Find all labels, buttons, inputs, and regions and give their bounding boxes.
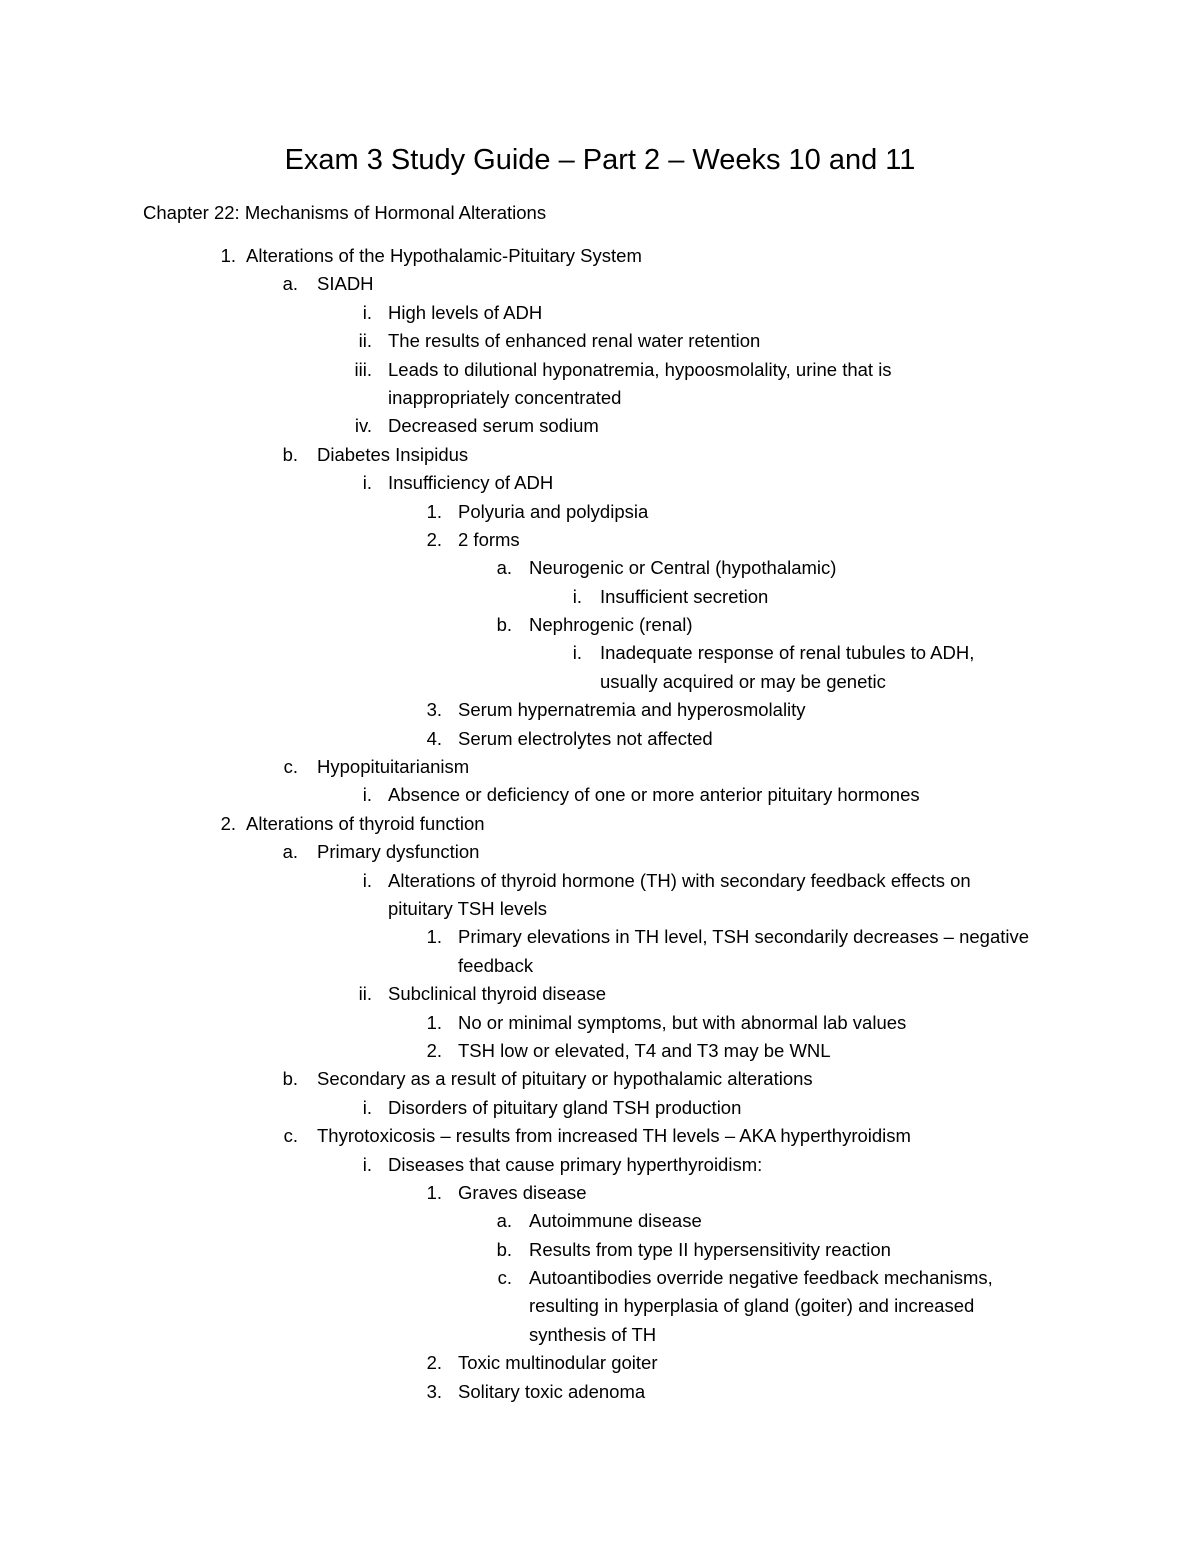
outline-item-text: Alterations of thyroid hormone (TH) with secondary feedback effects on: [388, 869, 971, 891]
list-marker: 3.: [426, 1380, 442, 1402]
list-marker: ii.: [358, 330, 372, 352]
outline-item: [0, 838, 1200, 866]
outline-item-text: Leads to dilutional hyponatremia, hypoosmolality, urine that is: [388, 358, 892, 380]
outline-item-text: Primary dysfunction: [317, 841, 480, 863]
outline-item-text: Serum hypernatremia and hyperosmolality: [458, 699, 806, 721]
outline-item: [0, 384, 1200, 412]
outline-item: [0, 270, 1200, 298]
outline-item-text: Diseases that cause primary hyperthyroidism:: [388, 1153, 763, 1175]
outline-item: [0, 980, 1200, 1008]
outline-item: [0, 753, 1200, 781]
list-marker: a.: [282, 273, 298, 295]
outline-item: [0, 356, 1200, 384]
list-marker: i.: [362, 869, 372, 891]
outline-item: [0, 242, 1200, 270]
outline-item-text: inappropriately concentrated: [388, 386, 622, 408]
outline-item: [0, 923, 1200, 951]
list-marker: 2.: [426, 528, 442, 550]
outline-item: [0, 952, 1200, 980]
list-marker: 4.: [426, 727, 442, 749]
outline-item: [0, 1179, 1200, 1207]
outline-item: [0, 1236, 1200, 1264]
outline-item-text: Secondary as a result of pituitary or hypothalamic alterations: [317, 1068, 813, 1090]
outline-item-text: High levels of ADH: [388, 301, 543, 323]
outline-item: [0, 725, 1200, 753]
list-marker: i.: [362, 301, 372, 323]
outline-item-text: Alterations of thyroid function: [246, 812, 485, 834]
list-marker: 2.: [426, 1039, 442, 1061]
outline-item-text: Solitary toxic adenoma: [458, 1380, 646, 1402]
list-marker: b.: [496, 614, 512, 636]
list-marker: i.: [362, 1153, 372, 1175]
outline-item: [0, 810, 1200, 838]
list-marker: c.: [497, 1267, 512, 1289]
list-marker: b.: [282, 1068, 298, 1090]
outline-item-text: The results of enhanced renal water retention: [388, 330, 761, 352]
list-marker: i.: [362, 784, 372, 806]
outline-item: [0, 867, 1200, 895]
outline-item-text: No or minimal symptoms, but with abnormal lab values: [458, 1011, 907, 1033]
list-marker: 1.: [426, 500, 442, 522]
outline-item-text: Disorders of pituitary gland TSH production: [388, 1096, 742, 1118]
outline-item: [0, 526, 1200, 554]
outline-item-text: usually acquired or may be genetic: [600, 670, 886, 692]
outline-item-text: Hypopituitarianism: [317, 756, 470, 778]
outline-item-text: Subclinical thyroid disease: [388, 983, 607, 1005]
outline-item: [0, 1264, 1200, 1292]
outline-item: [0, 1094, 1200, 1122]
list-marker: i.: [362, 472, 372, 494]
outline-item-text: Absence or deficiency of one or more anterior pituitary hormones: [388, 784, 920, 806]
outline-item-text: Toxic multinodular goiter: [458, 1352, 658, 1374]
outline-item: [0, 1378, 1200, 1406]
outline-item: [0, 1065, 1200, 1093]
chapter-heading: Chapter 22: Mechanisms of Hormonal Alterations: [143, 202, 547, 223]
outline-item-text: Insufficiency of ADH: [388, 472, 554, 494]
document-title: Exam 3 Study Guide – Part 2 – Weeks 10 and 11: [284, 144, 916, 176]
list-marker: i.: [572, 585, 582, 607]
outline-item: [0, 412, 1200, 440]
outline-item: [0, 639, 1200, 667]
outline-item: [0, 327, 1200, 355]
outline-item-text: Thyrotoxicosis – results from increased TH levels – AKA hyperthyroidism: [317, 1125, 911, 1147]
list-marker: ii.: [358, 983, 372, 1005]
outline-item: [0, 498, 1200, 526]
outline-item: [0, 1349, 1200, 1377]
outline-item: [0, 781, 1200, 809]
outline-item-text: Polyuria and polydipsia: [458, 500, 649, 522]
study-guide-outline: [0, 242, 1200, 1406]
list-marker: c.: [283, 756, 298, 778]
outline-item-text: SIADH: [317, 273, 374, 295]
outline-item-text: Alterations of the Hypothalamic-Pituitary System: [246, 245, 642, 266]
outline-item: [0, 1122, 1200, 1150]
outline-item-text: resulting in hyperplasia of gland (goiter) and increased: [529, 1295, 975, 1317]
outline-item: [0, 1207, 1200, 1235]
outline-item-text: Diabetes Insipidus: [317, 443, 469, 465]
outline-item: [0, 1009, 1200, 1037]
outline-item: [0, 554, 1200, 582]
outline-item: [0, 1292, 1200, 1320]
outline-item-text: Serum electrolytes not affected: [458, 727, 713, 749]
list-marker: 1.: [220, 245, 236, 266]
outline-item-text: Neurogenic or Central (hypothalamic): [529, 557, 837, 579]
outline-item: [0, 1037, 1200, 1065]
list-marker: 1.: [426, 1181, 442, 1203]
list-marker: 3.: [426, 699, 442, 721]
outline-item: [0, 441, 1200, 469]
list-marker: 1.: [426, 1011, 442, 1033]
outline-item-text: Graves disease: [458, 1181, 587, 1203]
outline-item: [0, 583, 1200, 611]
list-marker: iv.: [354, 415, 372, 437]
list-marker: b.: [496, 1238, 512, 1260]
outline-item: [0, 1151, 1200, 1179]
outline-item: [0, 668, 1200, 696]
outline-item: [0, 895, 1200, 923]
outline-item-text: Results from type II hypersensitivity reaction: [529, 1238, 891, 1260]
outline-item-text: Insufficient secretion: [600, 585, 769, 607]
outline-item-text: 2 forms: [458, 528, 520, 550]
list-marker: b.: [282, 443, 298, 465]
outline-item-text: TSH low or elevated, T4 and T3 may be WNL: [458, 1039, 831, 1061]
outline-item-text: pituitary TSH levels: [388, 897, 548, 919]
outline-item-text: Nephrogenic (renal): [529, 614, 693, 636]
list-marker: a.: [496, 1210, 512, 1232]
outline-item: [0, 469, 1200, 497]
outline-item: [0, 299, 1200, 327]
outline-item-text: Decreased serum sodium: [388, 415, 599, 437]
list-marker: i.: [572, 642, 582, 664]
outline-item: [0, 1321, 1200, 1349]
outline-item-text: Autoimmune disease: [529, 1210, 702, 1232]
outline-item-text: Autoantibodies override negative feedback mechanisms,: [529, 1267, 993, 1289]
list-marker: i.: [362, 1096, 372, 1118]
outline-item-text: Primary elevations in TH level, TSH secondarily decreases – negative: [458, 926, 1030, 948]
list-marker: 1.: [426, 926, 442, 948]
list-marker: c.: [283, 1125, 298, 1147]
outline-item-text: feedback: [458, 954, 534, 976]
outline-item-text: Inadequate response of renal tubules to ADH,: [600, 642, 975, 664]
list-marker: a.: [282, 841, 298, 863]
outline-item-text: synthesis of TH: [529, 1323, 657, 1345]
list-marker: iii.: [354, 358, 372, 380]
list-marker: 2.: [220, 812, 236, 834]
list-marker: 2.: [426, 1352, 442, 1374]
outline-item: [0, 611, 1200, 639]
outline-item: [0, 696, 1200, 724]
list-marker: a.: [496, 557, 512, 579]
